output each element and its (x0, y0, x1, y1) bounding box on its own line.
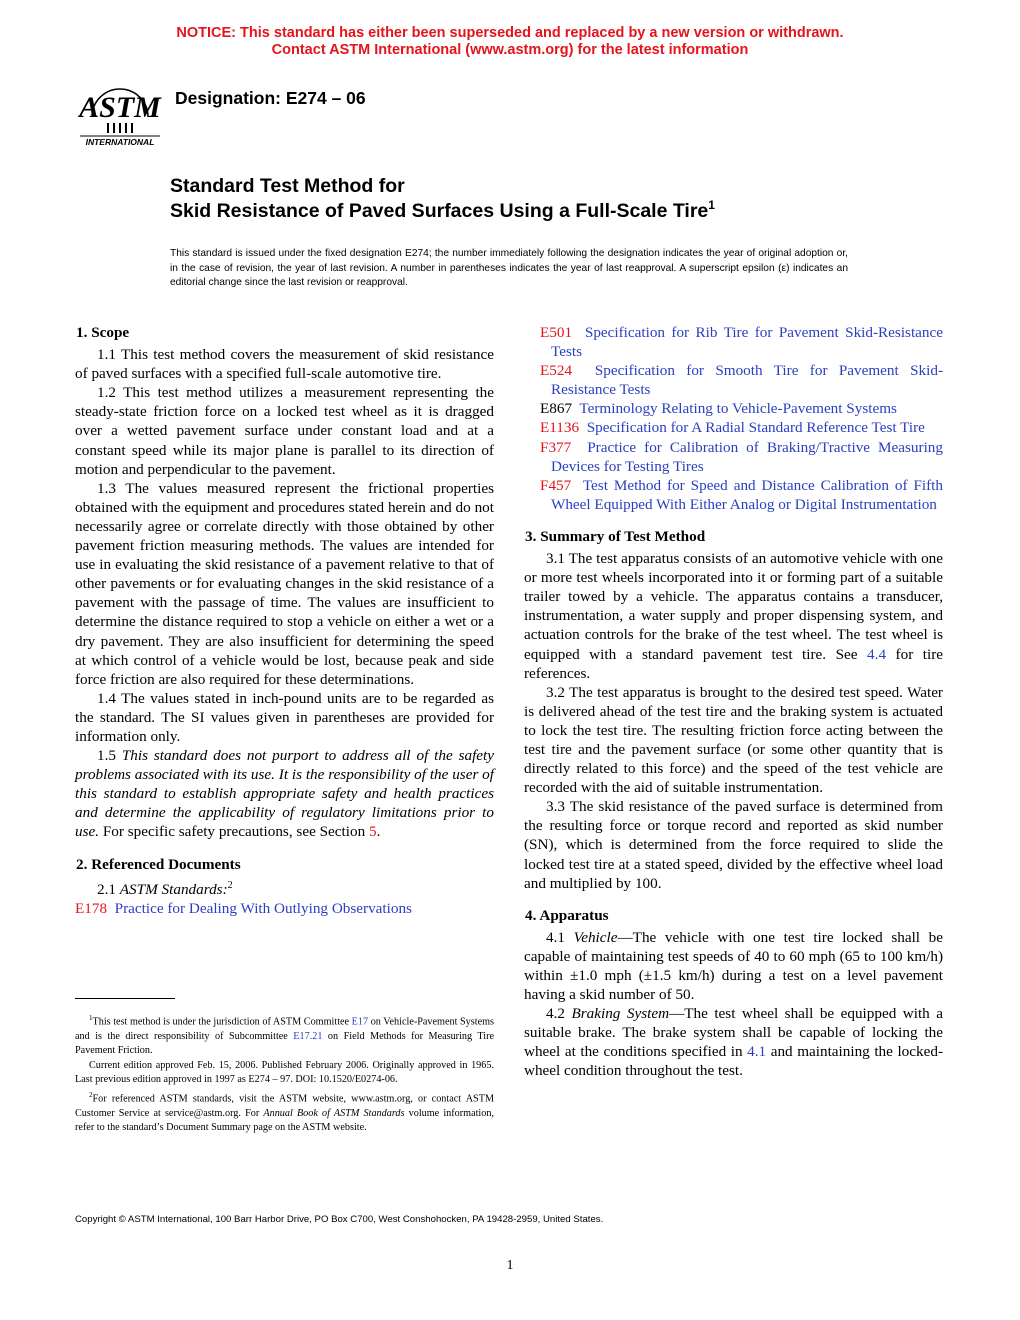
vehicle-term: Vehicle (573, 928, 618, 946)
committee-e17-link[interactable]: E17 (351, 1016, 369, 1028)
section-4-heading: 4. Apparatus (525, 906, 609, 924)
footnote-1 (75, 1011, 494, 1059)
ref-e178[interactable] (75, 899, 494, 918)
logo-sub: INTERNATIONAL (85, 137, 155, 147)
para-2-1-num: 2.1 (97, 880, 120, 898)
right-column (524, 323, 943, 1081)
withdrawal-notice (0, 25, 1020, 59)
ref-code[interactable]: F457 (540, 476, 572, 494)
para-1-5 (75, 746, 494, 841)
fn1-text-b: on Vehicle-Pavement Systems and is the direct responsibility of Subcommittee (75, 1016, 494, 1042)
para-1-3: 1.3 The values measured represent the frictional properties obtained with the equipment and procedures stated herein and do not necessarily agree or correlate directly with those obtained by other pavement friction measuring methods. The values are intended for use in evaluating the skid resistance of a pavement relative to that of other pavements or for evaluating changes in the skid resistance of a pavement with the passage of time. The values are insufficient to determine the distance required to stop a vehicle on either a wet or a dry pavement. They are also insufficient for determining the speed at which control of a vehicle would be lost, because peak and side force friction are also required for these determinations. (75, 479, 494, 688)
braking-system-term: Braking System (571, 1005, 670, 1023)
ref-title[interactable]: Specification for Rib Tire for Pavement Skid-Resistance Tests (551, 324, 944, 361)
astm-logo (78, 73, 162, 151)
ref-code[interactable]: E178 (75, 899, 108, 917)
ref-title[interactable]: Practice for Dealing With Outlying Observations (114, 899, 412, 917)
para-4-1 (524, 928, 943, 1004)
para-1-1: 1.1 This test method covers the measurement of skid resistance of paved surfaces with a specified full-scale automotive tire. (75, 346, 494, 383)
ref-f377[interactable] (524, 438, 943, 476)
title-line-2 (170, 200, 715, 223)
footnote-2 (75, 1088, 494, 1136)
footnote-2-mark[interactable]: 2 (227, 879, 233, 891)
left-column (75, 323, 494, 918)
section-2-heading: 2. Referenced Documents (76, 855, 241, 873)
ref-e1136[interactable] (524, 418, 943, 437)
section-1-heading: 1. Scope (76, 324, 130, 341)
para-1-5-tail: For specific safety precautions, see Section (99, 823, 369, 841)
para-3-3: 3.3 The skid resistance of the paved surface is determined from the resulting force or torque record and reported as skid number (SN), which is determined from the force required to slide the locked test tire at a stated speed, divided by the effective wheel load and multiplied by 100. (524, 798, 943, 892)
fn2-italic: Annual Book of ASTM Standards (263, 1107, 405, 1119)
footnotes (75, 1011, 494, 1136)
ref-title[interactable]: Specification for Smooth Tire for Pavement Skid-Resistance Tests (551, 362, 944, 399)
ref-title[interactable]: Practice for Calibration of Braking/Tractive Measuring Devices for Testing Tires (551, 438, 943, 475)
ref-code[interactable]: E501 (540, 324, 573, 341)
section-3-heading: 3. Summary of Test Method (525, 527, 706, 545)
fn2-text-a: For referenced ASTM standards, visit the ASTM website, www.astm.org, or contact ASTM Customer Service at service@astm.org. For (75, 1093, 494, 1119)
para-4-2-tail: and maintaining the locked-wheel condition throughout the test. (524, 1043, 943, 1080)
subcommittee-e17-21-link[interactable]: E17.21 (293, 1030, 323, 1042)
copyright-line: Copyright © ASTM International, 100 Barr Harbor Drive, PO Box C700, West Conshohocken, PA 19428-2959, United States. (75, 1214, 604, 1225)
para-4-1-text: —The vehicle with one test tire locked shall be capable of maintaining test speeds of 40 to 60 mph (65 to 100 km/h) within ±1.0 mph (±1.5 km/h) during a test on a level pavement having a skid number of 50. (524, 928, 943, 1004)
section-4-1-link[interactable]: 4.1 (747, 1043, 767, 1061)
astm-standards-label: ASTM Standards: (119, 880, 228, 898)
ref-code[interactable]: E524 (540, 362, 573, 380)
ref-e501[interactable] (524, 323, 943, 361)
page-number: 1 (506, 1258, 514, 1273)
para-4-2 (524, 1004, 943, 1080)
title-text: Skid Resistance of Paved Surfaces Using a Full-Scale Tire (170, 200, 709, 222)
para-2-1 (75, 876, 494, 899)
footnote-rule (75, 998, 175, 999)
para-1-2: 1.2 This test method utilizes a measurement representing the steady-state friction force on a locked test wheel as it is dragged over a wetted pavement surface under constant load and at a constant speed while its major plane is parallel to its direction of motion and perpendicular to the pavement. (75, 384, 494, 478)
footnote-1-edition: Current edition approved Feb. 15, 2006. Published February 2006. Originally approved in 1965. Last previous edition approved in 1997 as E274 – 97. DOI: 10.1520/E0274-06. (75, 1059, 494, 1086)
logo-letters: ASTM (79, 91, 161, 124)
fn1-text-a: This test method is under the jurisdiction of ASTM Committee (92, 1016, 352, 1028)
fn2-text-b: volume information, refer to the standard’s Document Summary page on the ASTM website. (75, 1107, 494, 1134)
para-4-1-num: 4.1 (546, 928, 574, 946)
ref-e524[interactable] (524, 361, 943, 399)
ref-f457[interactable] (524, 476, 943, 514)
ref-title[interactable]: Test Method for Speed and Distance Calibration of Fifth Wheel Equipped With Either Analog or Digital Instrumentation (551, 476, 943, 513)
section-5-link[interactable]: 5 (368, 823, 377, 841)
ref-code[interactable]: E867 (540, 400, 573, 418)
para-3-1 (524, 549, 943, 683)
ref-e867[interactable] (524, 399, 943, 418)
para-1-5-end: . (376, 823, 381, 841)
title-footnote-mark[interactable]: 1 (708, 198, 715, 212)
issue-statement: This standard is issued under the fixed designation E274; the number immediately following the designation indicates the year of original adoption or, in the case of revision, the year of last revision. A number in parentheses indicates the year of last reapproval. A superscript epsilon (ε) indicates an editorial change since the last revision or reapproval. (170, 248, 848, 288)
section-4-4-link[interactable]: 4.4 (867, 645, 887, 663)
fn1-mark: 1 (89, 1014, 93, 1022)
fn2-mark: 2 (89, 1090, 93, 1099)
ref-code[interactable]: F377 (540, 438, 572, 456)
ref-code[interactable]: E1136 (540, 419, 580, 437)
safety-caveat: This standard does not purport to address all of the safety problems associated with its use. It is the responsibility of the user of this standard to establish appropriate safety and health practices and determine the applicability of regulatory limitations prior to use. (75, 747, 494, 841)
para-4-2-text: —The test wheel shall be equipped with a suitable brake. The brake system shall be capable of locking the wheel at the conditions specified in (524, 1005, 944, 1061)
para-3-1-tail: for tire references. (524, 645, 943, 682)
notice-line-1: NOTICE: This standard has either been superseded and replaced by a new version or withdrawn. (176, 25, 844, 41)
para-1-4: 1.4 The values stated in inch-pound units are to be regarded as the standard. The SI values given in parentheses are provided for information only. (75, 689, 494, 745)
designation: Designation: E274 – 06 (175, 88, 366, 108)
title-line-1: Standard Test Method for (170, 175, 405, 197)
ref-title[interactable]: Terminology Relating to Vehicle-Pavement Systems (579, 400, 897, 418)
fn1-text-c: on Field Methods for Measuring Tire Pavement Friction. (75, 1030, 494, 1057)
para-3-2: 3.2 The test apparatus is brought to the desired test speed. Water is delivered ahead of the test tire and the braking system is actuated to lock the test tire. The resulting friction force acting between the test tire and the pavement surface (or some other quantity that is directly related to this force) and the speed of the test vehicle are recorded with the aid of suitable instrumentation. (524, 683, 943, 797)
notice-line-2: Contact ASTM International (www.astm.org) for the latest information (271, 42, 749, 58)
para-1-5-num: 1.5 (97, 747, 122, 765)
para-3-1-text: 3.1 The test apparatus consists of an automotive vehicle with one or more test wheels incorporated into it or forming part of a suitable trailer towed by a vehicle. The apparatus contains a transducer, instrumentation, a water supply and proper dispensing system, and actuation controls for the brake of the test wheel. The test wheel is equipped with a standard pavement test tire. See (524, 550, 943, 663)
ref-title[interactable]: Specification for A Radial Standard Reference Test Tire (586, 419, 925, 437)
para-4-2-num: 4.2 (546, 1005, 572, 1023)
